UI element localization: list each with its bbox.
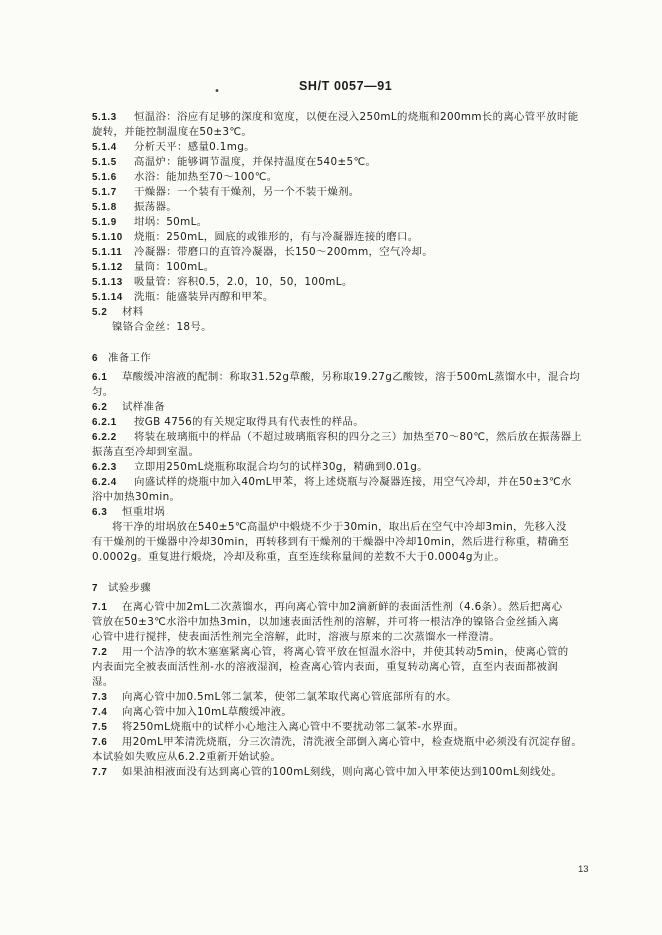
section-6-heading: 6 准备工作 [92,352,151,364]
clause-6-2-1: 6.2.1 按GB 4756的有关规定取得具有代表性的样品。 [92,416,364,428]
clause-6-1: 6.1 草酸缓冲溶液的配制：称取31.52g草酸，另称取19.27g乙酸铵，溶于500mL蒸馏水中，混合均 [92,371,581,383]
clause-5-1-5: 5.1.5 高温炉：能够调节温度，并保持温度在540±5℃。 [92,156,377,168]
clause-7-5: 7.5 将250mL烧瓶中的试样小心地注入离心管中不要扰动邻二氯苯-水界面。 [92,721,465,733]
clause-6-3-body-cont-2: 0.0002g。重复进行煅烧，冷却及称重，直至连续称量间的差数不大于0.0004g为止。 [92,551,506,563]
clause-5-1-10: 5.1.10 烧瓶：250mL，圆底的或锥形的，有与冷凝器连接的磨口。 [92,231,419,243]
clause-6-2-4-cont: 浴中加热30min。 [92,491,181,503]
clause-6-2-heading: 6.2 试样准备 [92,401,165,413]
standard-code: SH/T 0057—91 [299,79,393,93]
clause-6-2-4: 6.2.4 向盛试样的烧瓶中加入40mL甲苯，将上述烧瓶与冷凝器连接，用空气冷却，并在50±3℃水 [92,476,572,488]
clause-5-1-3: 5.1.3 恒温浴：浴应有足够的深度和宽度，以便在浸入250mL的烧瓶和200mm长的离心管平放时能 [92,111,579,123]
clause-7-7: 7.7 如果油相液面没有达到离心管的100mL刻线，则向离心管中加入甲苯使达到100mL刻线处。 [92,766,563,778]
clause-6-1-cont: 匀。 [92,386,114,398]
clause-5-1-4: 5.1.4 分析天平：感量0.1mg。 [92,141,255,153]
clause-7-3: 7.3 向离心管中加0.5mL邻二氯苯，使邻二氯苯取代离心管底部所有的水。 [92,691,457,703]
document-body [92,110,632,780]
clause-7-1: 7.1 在离心管中加2mL二次蒸馏水，再向离心管中加2滴新鲜的表面活性剂（4.6条）。然后把离心 [92,601,563,613]
clause-5-1-11: 5.1.11 冷凝器：带磨口的直管冷凝器，长150～200mm，空气冷却。 [92,246,433,258]
section-7-heading: 7 试验步骤 [92,582,151,594]
clause-7-6-cont: 本试验如失败应从6.2.2重新开始试验。 [92,751,282,763]
clause-5-1-14: 5.1.14 洗瓶：能盛装异丙醇和甲苯。 [92,291,274,303]
clause-5-1-12: 5.1.12 量筒：100mL。 [92,261,215,273]
clause-7-1-cont-1: 管放在50±3℃水浴中加热3min，以加速表面活性剂的溶解，并可将一根洁净的镍铬合金丝插入离 [92,616,559,628]
clause-5-1-3-cont: 旋转，并能控制温度在50±3℃。 [92,126,253,138]
clause-6-2-2-cont: 振荡直至冷却到室温。 [92,446,200,458]
clause-7-2-cont-2: 湿。 [92,676,114,688]
clause-6-3-body-cont-1: 有干燥剂的干燥器中冷却30min，再转移到有干燥剂的干燥器中冷却10min，然后进行称重，精确至 [92,536,570,548]
clause-7-2-cont-1: 内表面完全被表面活性剂-水的溶液湿润，检查离心管内表面，重复转动离心管，直至内表面都被润 [92,661,558,673]
clause-7-6: 7.6 用20mL甲苯清洗烧瓶，分三次清洗，清洗液全部倒入离心管中，检查烧瓶中必须没有沉淀存留。 [92,736,583,748]
clause-5-2-heading: 5.2 材料 [92,306,144,318]
clause-5-1-9: 5.1.9 坩埚：50mL。 [92,216,208,228]
header-dot: • [214,86,220,97]
clause-7-1-cont-2: 心管中进行搅拌，使表面活性剂完全溶解，此时，溶液与原来的二次蒸馏水一样澄清。 [92,631,501,643]
clause-6-3-heading: 6.3 恒重坩埚 [92,506,165,518]
clause-5-1-7: 5.1.7 干燥器：一个装有干燥剂，另一个不装干燥剂。 [92,186,360,198]
clause-5-2-body: 镍铬合金丝：18号。 [112,321,212,333]
clause-6-3-body: 将干净的坩埚放在540±5℃高温炉中煅烧不少于30min，取出后在空气中冷却3min，先移入没 [112,521,567,533]
clause-6-2-3: 6.2.3 立即用250mL烧瓶称取混合均匀的试样30g，精确到0.01g。 [92,461,428,473]
clause-7-2: 7.2 用一个洁净的软木塞塞紧离心管，将离心管平放在恒温水浴中，并使其转动5min，使离心管的 [92,646,569,658]
page-number: 13 [578,864,589,875]
clause-5-1-8: 5.1.8 振荡器。 [92,201,177,213]
clause-6-2-2: 6.2.2 将装在玻璃瓶中的样品（不超过玻璃瓶容积的四分之三）加热至70～80℃，然后放在振荡器上 [92,431,583,443]
clause-5-1-13: 5.1.13 吸量管：容积0.5，2.0，10，50，100mL。 [92,276,353,288]
clause-5-1-6: 5.1.6 水浴：能加热至70～100℃。 [92,171,278,183]
clause-7-4: 7.4 向离心管中加入10mL草酸缓冲液。 [92,706,293,718]
